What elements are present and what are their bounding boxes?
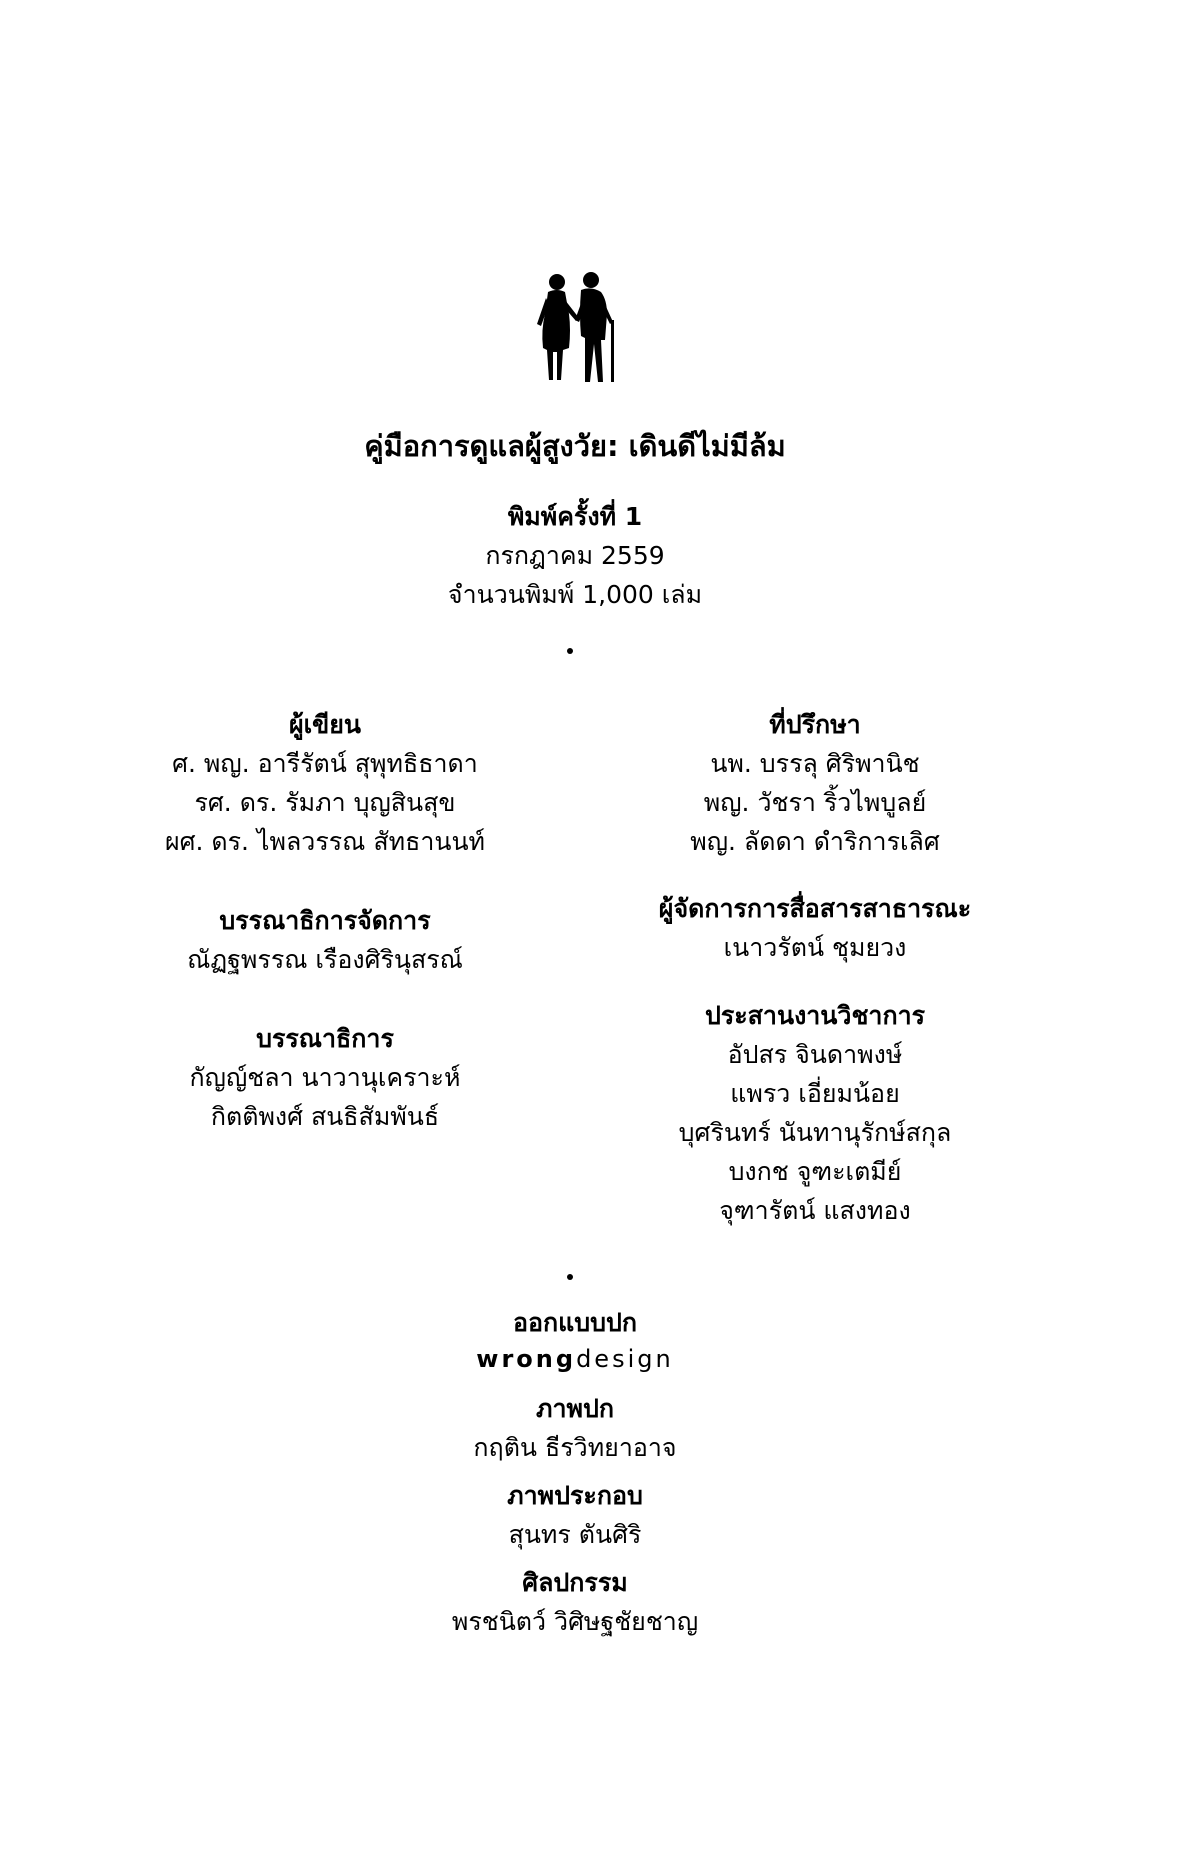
cover-design-heading: ออกแบบปก	[512, 1308, 638, 1337]
editors-section	[150, 1020, 500, 1136]
authors-section	[150, 706, 500, 861]
author-name: รศ. ดร. รัมภา บุญสินสุข	[194, 788, 456, 817]
book-title: คู่มือการดูแลผู้สูงวัย: เดินดีไม่มีล้ม	[364, 429, 786, 463]
author-name: ศ. พญ. อารีรัตน์ สุพุทธิธาดา	[172, 749, 478, 778]
separator-dot	[567, 648, 573, 654]
editor-name: กัญญ์ชลา นาวานุเคราะห์	[189, 1063, 461, 1092]
academic-coordinator-name: อัปสร จินดาพงษ์	[727, 1040, 903, 1069]
illustration-heading: ภาพประกอบ	[507, 1481, 643, 1510]
right-credits-column	[635, 706, 995, 1246]
academic-coordinator-name: บุศรินทร์ นันทานุรักษ์สกุล	[678, 1118, 952, 1147]
brand-bold-part: wrong	[476, 1345, 577, 1373]
pr-manager-name: เนาวรัตน์ ชุมยวง	[723, 933, 907, 962]
pr-manager-section	[635, 890, 995, 967]
bottom-credits	[0, 1304, 1150, 1641]
editor-name: กิตติพงศ์ สนธิสัมพันธ์	[210, 1102, 440, 1131]
managing-editor-name: ณัฏฐพรรณ เรืองศิรินุสรณ์	[187, 945, 463, 974]
advisor-name: พญ. ลัดดา ดำริการเลิศ	[690, 827, 940, 856]
edition-label: พิมพ์ครั้งที่ 1	[507, 502, 643, 531]
advisors-heading: ที่ปรึกษา	[769, 710, 861, 739]
cover-image-name: กฤติน ธีรวิทยาอาจ	[473, 1433, 677, 1462]
advisor-name: พญ. วัชรา ริ้วไพบูลย์	[703, 788, 927, 817]
academic-coordination-heading: ประสานงานวิชาการ	[704, 1001, 926, 1030]
academic-coordinator-name: บงกช จูฑะเตมีย์	[728, 1157, 902, 1186]
art-heading: ศิลปกรรม	[522, 1568, 628, 1597]
managing-editor-heading: บรรณาธิการจัดการ	[219, 906, 431, 935]
illustration-name: สุนทร ตันศิริ	[508, 1520, 642, 1549]
advisors-section	[635, 706, 995, 861]
authors-heading: ผู้เขียน	[288, 710, 362, 739]
left-credits-column	[150, 706, 500, 1156]
cover-image-heading: ภาพปก	[535, 1394, 614, 1423]
edition-date: กรกฎาคม 2559	[485, 541, 665, 570]
separator-dot	[567, 1274, 573, 1280]
designer-brand	[0, 1342, 1150, 1376]
academic-coordinator-name: จุฑารัตน์ แสงทอง	[719, 1196, 911, 1225]
author-name: ผศ. ดร. ไพลวรรณ สัทธานนท์	[164, 827, 486, 856]
pr-manager-heading: ผู้จัดการการสื่อสารสาธารณะ	[658, 894, 972, 923]
advisor-name: นพ. บรรลุ ศิริพานิช	[710, 749, 920, 778]
academic-coordination-section	[635, 997, 995, 1230]
editors-heading: บรรณาธิการ	[256, 1024, 394, 1053]
elderly-couple-silhouette-icon	[515, 270, 635, 390]
edition-copies: จำนวนพิมพ์ 1,000 เล่ม	[447, 580, 703, 609]
art-name: พรชนิตว์ วิศิษฐชัยชาญ	[451, 1607, 699, 1636]
brand-light-part: design	[576, 1345, 674, 1373]
academic-coordinator-name: แพรว เอี่ยมน้อย	[730, 1079, 900, 1108]
managing-editor-section	[150, 902, 500, 979]
